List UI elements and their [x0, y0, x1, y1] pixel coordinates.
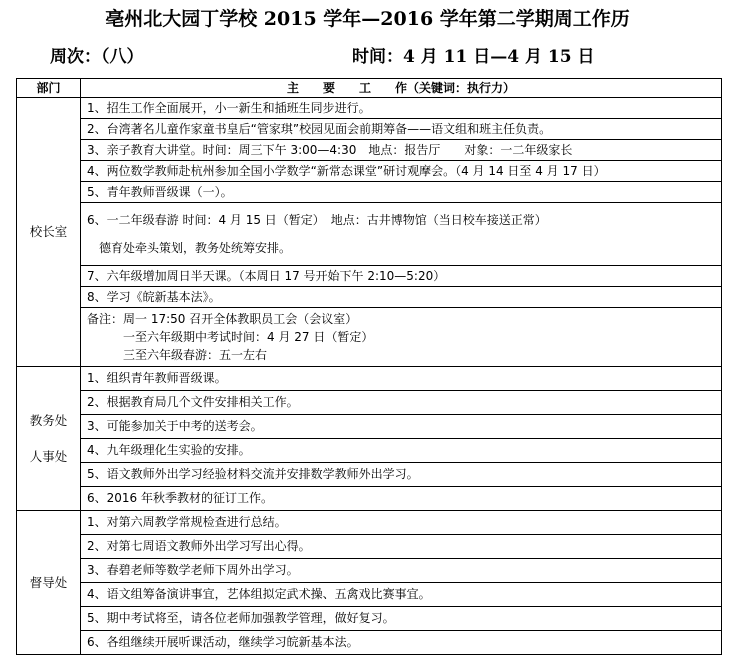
table-row [17, 511, 722, 535]
dept-cell-supervision [17, 511, 81, 655]
week-number: 周次：（八） [50, 47, 144, 67]
dept-cell-principal [17, 98, 81, 367]
table-row [17, 266, 722, 287]
work-item: 2、根据教育局几个文件安排相关工作。 [81, 391, 722, 415]
table-row [17, 140, 722, 161]
page-title: 亳州北大园丁学校 2015 学年—2016 学年第二学期周工作历 [105, 8, 630, 30]
work-item: 6、各组继续开展听课活动，继续学习皖新基本法。 [81, 631, 722, 655]
dept-label: 督导处 [29, 574, 68, 590]
work-item-line: 德育处牵头策划，教务处统筹安排。 [87, 241, 292, 255]
dept-column-header: 部门 [17, 79, 81, 98]
table-row [17, 287, 722, 308]
work-item: 6、2016 年秋季教材的征订工作。 [81, 487, 722, 511]
work-calendar-table [16, 78, 722, 655]
notes-line: 备注：周一 17:50 召开全体教职员工会（会议室） [87, 312, 358, 326]
notes-line: 一至六年级期中考试时间：4 月 27 日（暂定） [87, 330, 374, 344]
table-row [17, 391, 722, 415]
table-row [17, 308, 722, 367]
work-item: 2、台湾著名儿童作家童书皇后“管家琪”校园见面会前期筹备——语文组和班主任负责。 [81, 119, 722, 140]
table-row [17, 161, 722, 182]
table-row [17, 415, 722, 439]
table-row [17, 203, 722, 266]
table-row [17, 487, 722, 511]
table-row [17, 98, 722, 119]
work-item: 7、六年级增加周日半天课。（本周日 17 号开始下午 2:10—5:20） [81, 266, 722, 287]
work-item: 4、九年级理化生实验的安排。 [81, 439, 722, 463]
work-item: 5、期中考试将至，请各位老师加强教学管理，做好复习。 [81, 607, 722, 631]
work-item: 4、两位数学教师赴杭州参加全国小学数学“新常态课堂”研讨观摩会。（4 月 14 日至 4 月 17 日） [81, 161, 722, 182]
table-row [17, 559, 722, 583]
table-row [17, 119, 722, 140]
table-row [17, 439, 722, 463]
work-item: 1、对第六周教学常规检查进行总结。 [81, 511, 722, 535]
work-item: 3、春碧老师等数学老师下周外出学习。 [81, 559, 722, 583]
table-row [17, 583, 722, 607]
dept-cell-academic-hr [17, 367, 81, 511]
work-item: 5、语文教师外出学习经验材料交流并安排数学教师外出学习。 [81, 463, 722, 487]
work-column-header: 主 要 工 作（关键词：执行力） [81, 79, 722, 98]
table-row [17, 535, 722, 559]
dept-label: 校长室 [29, 224, 68, 239]
table-row [17, 631, 722, 655]
table-row [17, 182, 722, 203]
work-item: 8、学习《皖新基本法》。 [81, 287, 722, 308]
work-item: 1、组织青年教师晋级课。 [81, 367, 722, 391]
work-item: 4、语文组筹备演讲事宜，艺体组拟定武术操、五禽戏比赛事宜。 [81, 583, 722, 607]
work-item: 5、青年教师晋级课（一）。 [81, 182, 722, 203]
table-row [17, 367, 722, 391]
dept-label: 人事处 [29, 448, 68, 464]
work-item: 3、可能参加关于中考的送考会。 [81, 415, 722, 439]
work-item: 3、亲子教育大讲堂。时间：周三下午 3:00—4:30 地点：报告厅 对象：一二年级家长 [81, 140, 722, 161]
week-dates: 时间：4 月 11 日—4 月 15 日 [352, 47, 595, 67]
notes-item [81, 308, 722, 367]
notes-line: 三至六年级春游：五一左右 [87, 348, 268, 362]
work-item-line: 6、一二年级春游 时间：4 月 15 日（暂定） 地点：古井博物馆（当日校车接送正常） [87, 213, 547, 227]
table-header-row [17, 79, 722, 98]
work-item [81, 203, 722, 266]
table-row [17, 607, 722, 631]
dept-label: 教务处 [29, 412, 68, 428]
table-row [17, 463, 722, 487]
work-item: 2、对第七周语文教师外出学习写出心得。 [81, 535, 722, 559]
work-item: 1、招生工作全面展开，小一新生和插班生同步进行。 [81, 98, 722, 119]
